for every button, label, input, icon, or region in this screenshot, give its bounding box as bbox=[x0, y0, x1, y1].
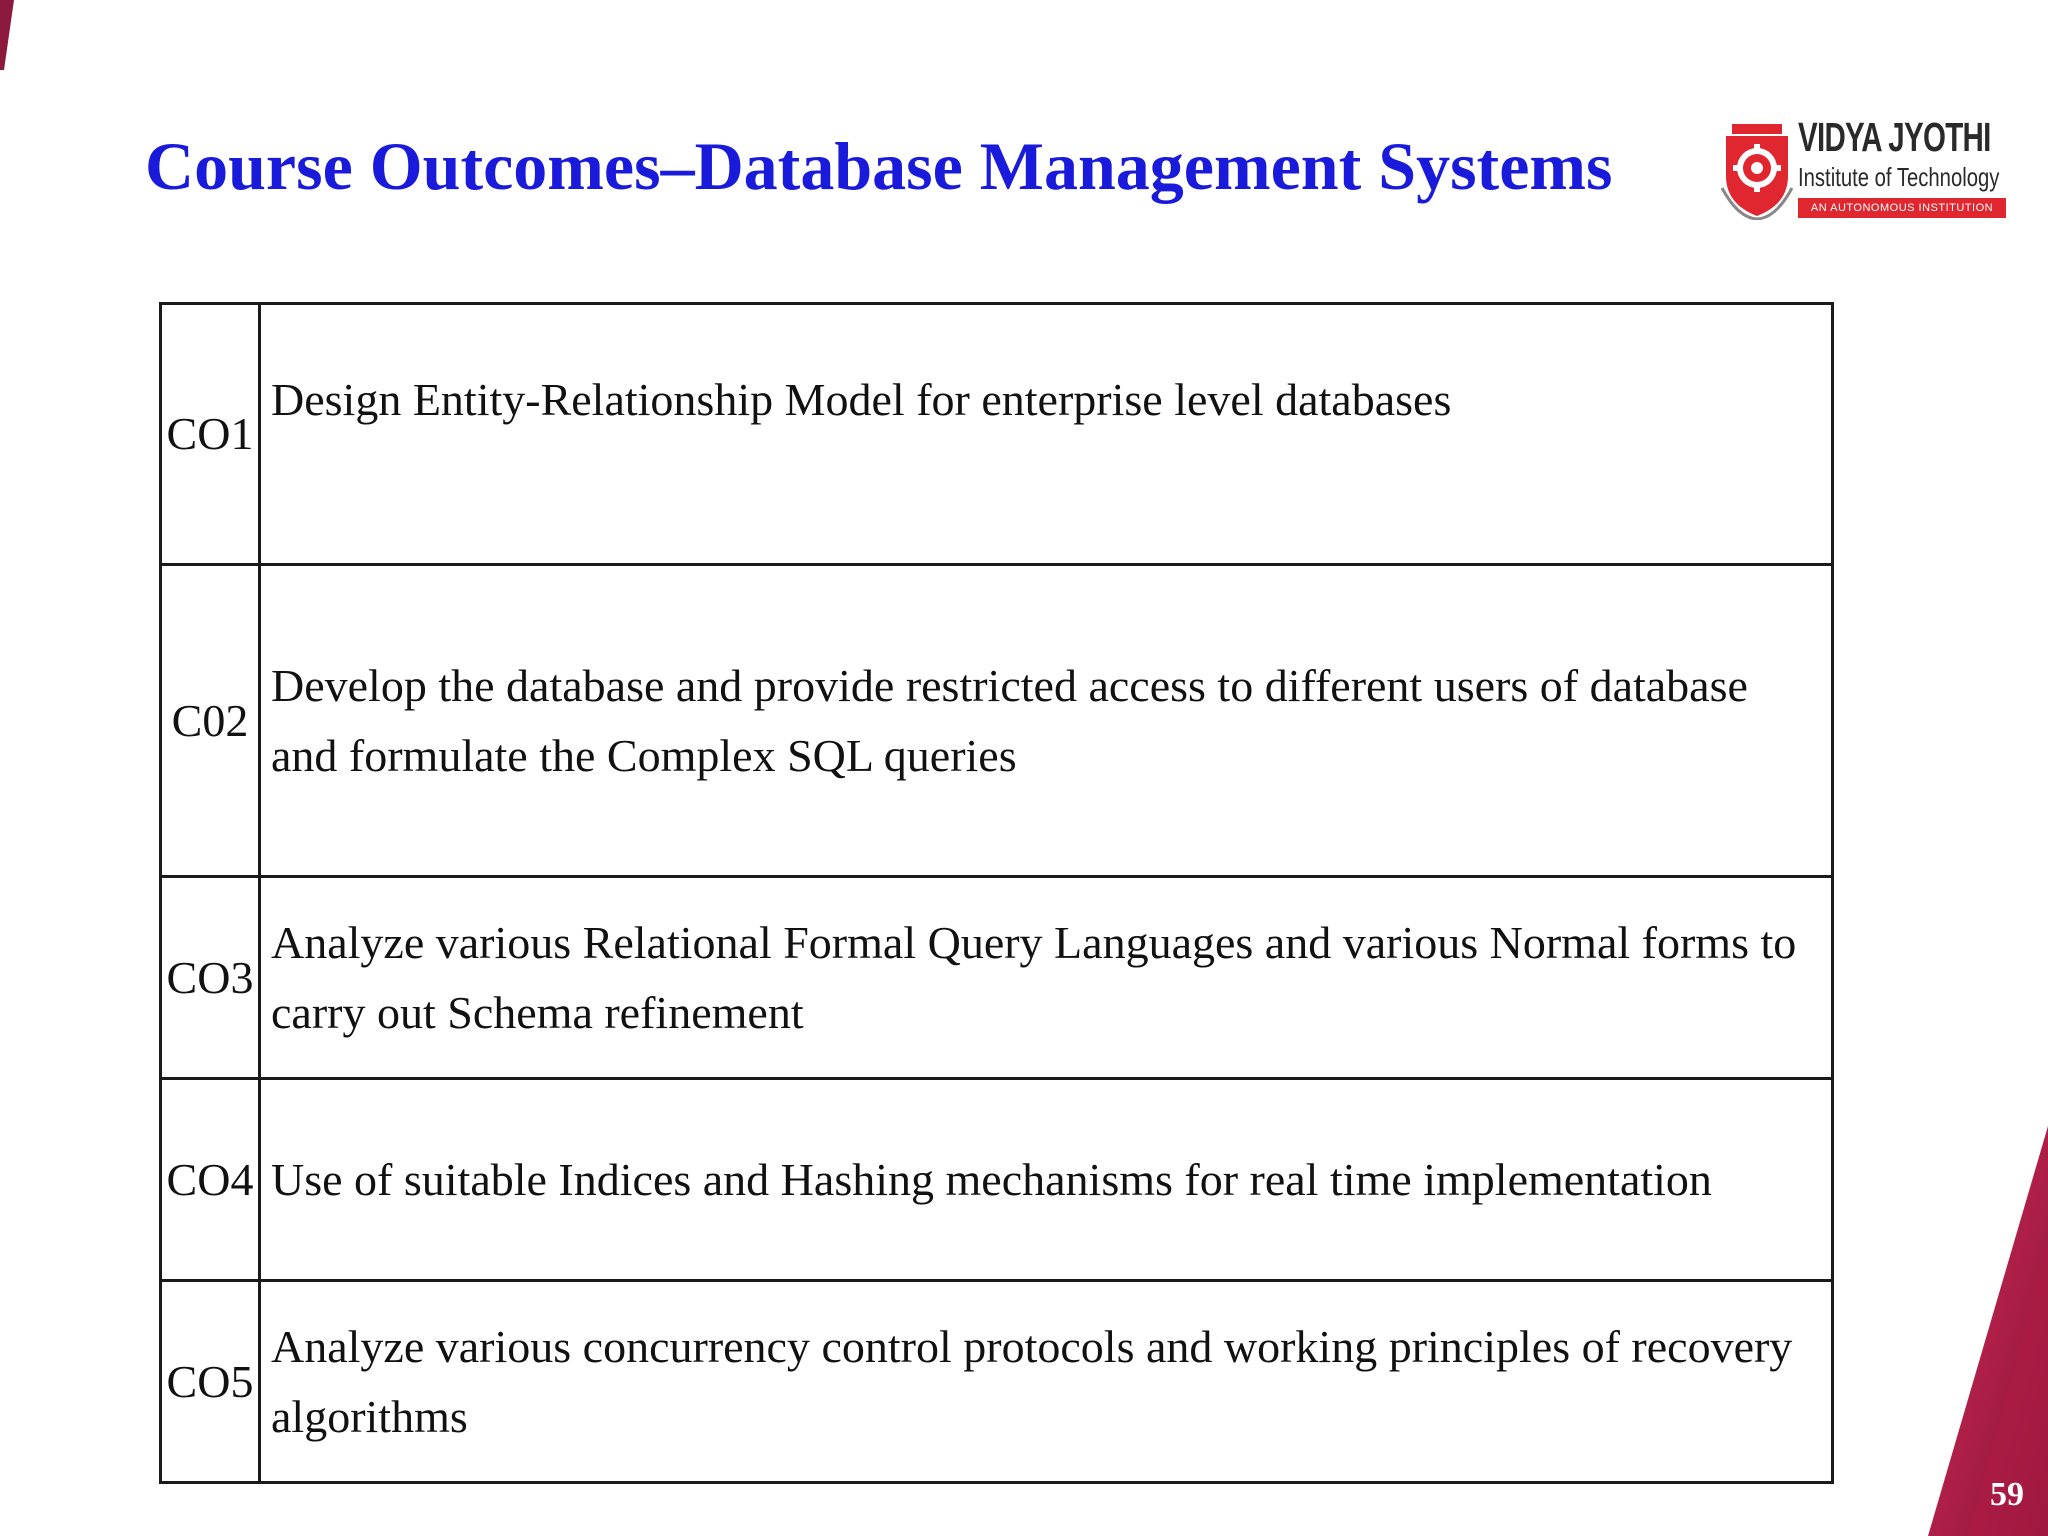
table-row bbox=[161, 565, 1833, 877]
table-row bbox=[161, 877, 1833, 1079]
outcome-code: CO5 bbox=[161, 1281, 260, 1483]
corner-decoration-bottom bbox=[1908, 1126, 2048, 1536]
course-outcomes-table bbox=[159, 302, 1834, 1484]
outcome-code: C02 bbox=[161, 565, 260, 877]
outcome-description: Analyze various concurrency control protocols and working principles of recovery algorithms bbox=[260, 1281, 1833, 1483]
logo-name: VIDYA JYOTHI bbox=[1798, 114, 1991, 160]
gear-emblem-icon bbox=[1718, 118, 1796, 220]
outcome-code: CO1 bbox=[161, 304, 260, 565]
outcome-description: Develop the database and provide restricted access to different users of database and formulate the Complex SQL queries bbox=[260, 565, 1833, 877]
logo-subtitle: Institute of Technology bbox=[1798, 162, 2000, 192]
table-row bbox=[161, 304, 1833, 565]
outcome-description: Analyze various Relational Formal Query Languages and various Normal forms to carry out Schema refinement bbox=[260, 877, 1833, 1079]
institute-logo bbox=[1718, 114, 2008, 223]
slide-title: Course Outcomes–Database Management Systems bbox=[145, 128, 1613, 204]
outcome-description: Design Entity-Relationship Model for enterprise level databases bbox=[260, 304, 1833, 565]
page-number: 59 bbox=[1990, 1476, 2024, 1513]
corner-decoration-top bbox=[0, 0, 14, 70]
table-row bbox=[161, 1079, 1833, 1281]
table-row bbox=[161, 1281, 1833, 1483]
outcome-code: CO4 bbox=[161, 1079, 260, 1281]
outcome-code: CO3 bbox=[161, 877, 260, 1079]
outcome-description: Use of suitable Indices and Hashing mechanisms for real time implementation bbox=[260, 1079, 1833, 1281]
logo-tagline: AN AUTONOMOUS INSTITUTION bbox=[1798, 198, 2006, 218]
